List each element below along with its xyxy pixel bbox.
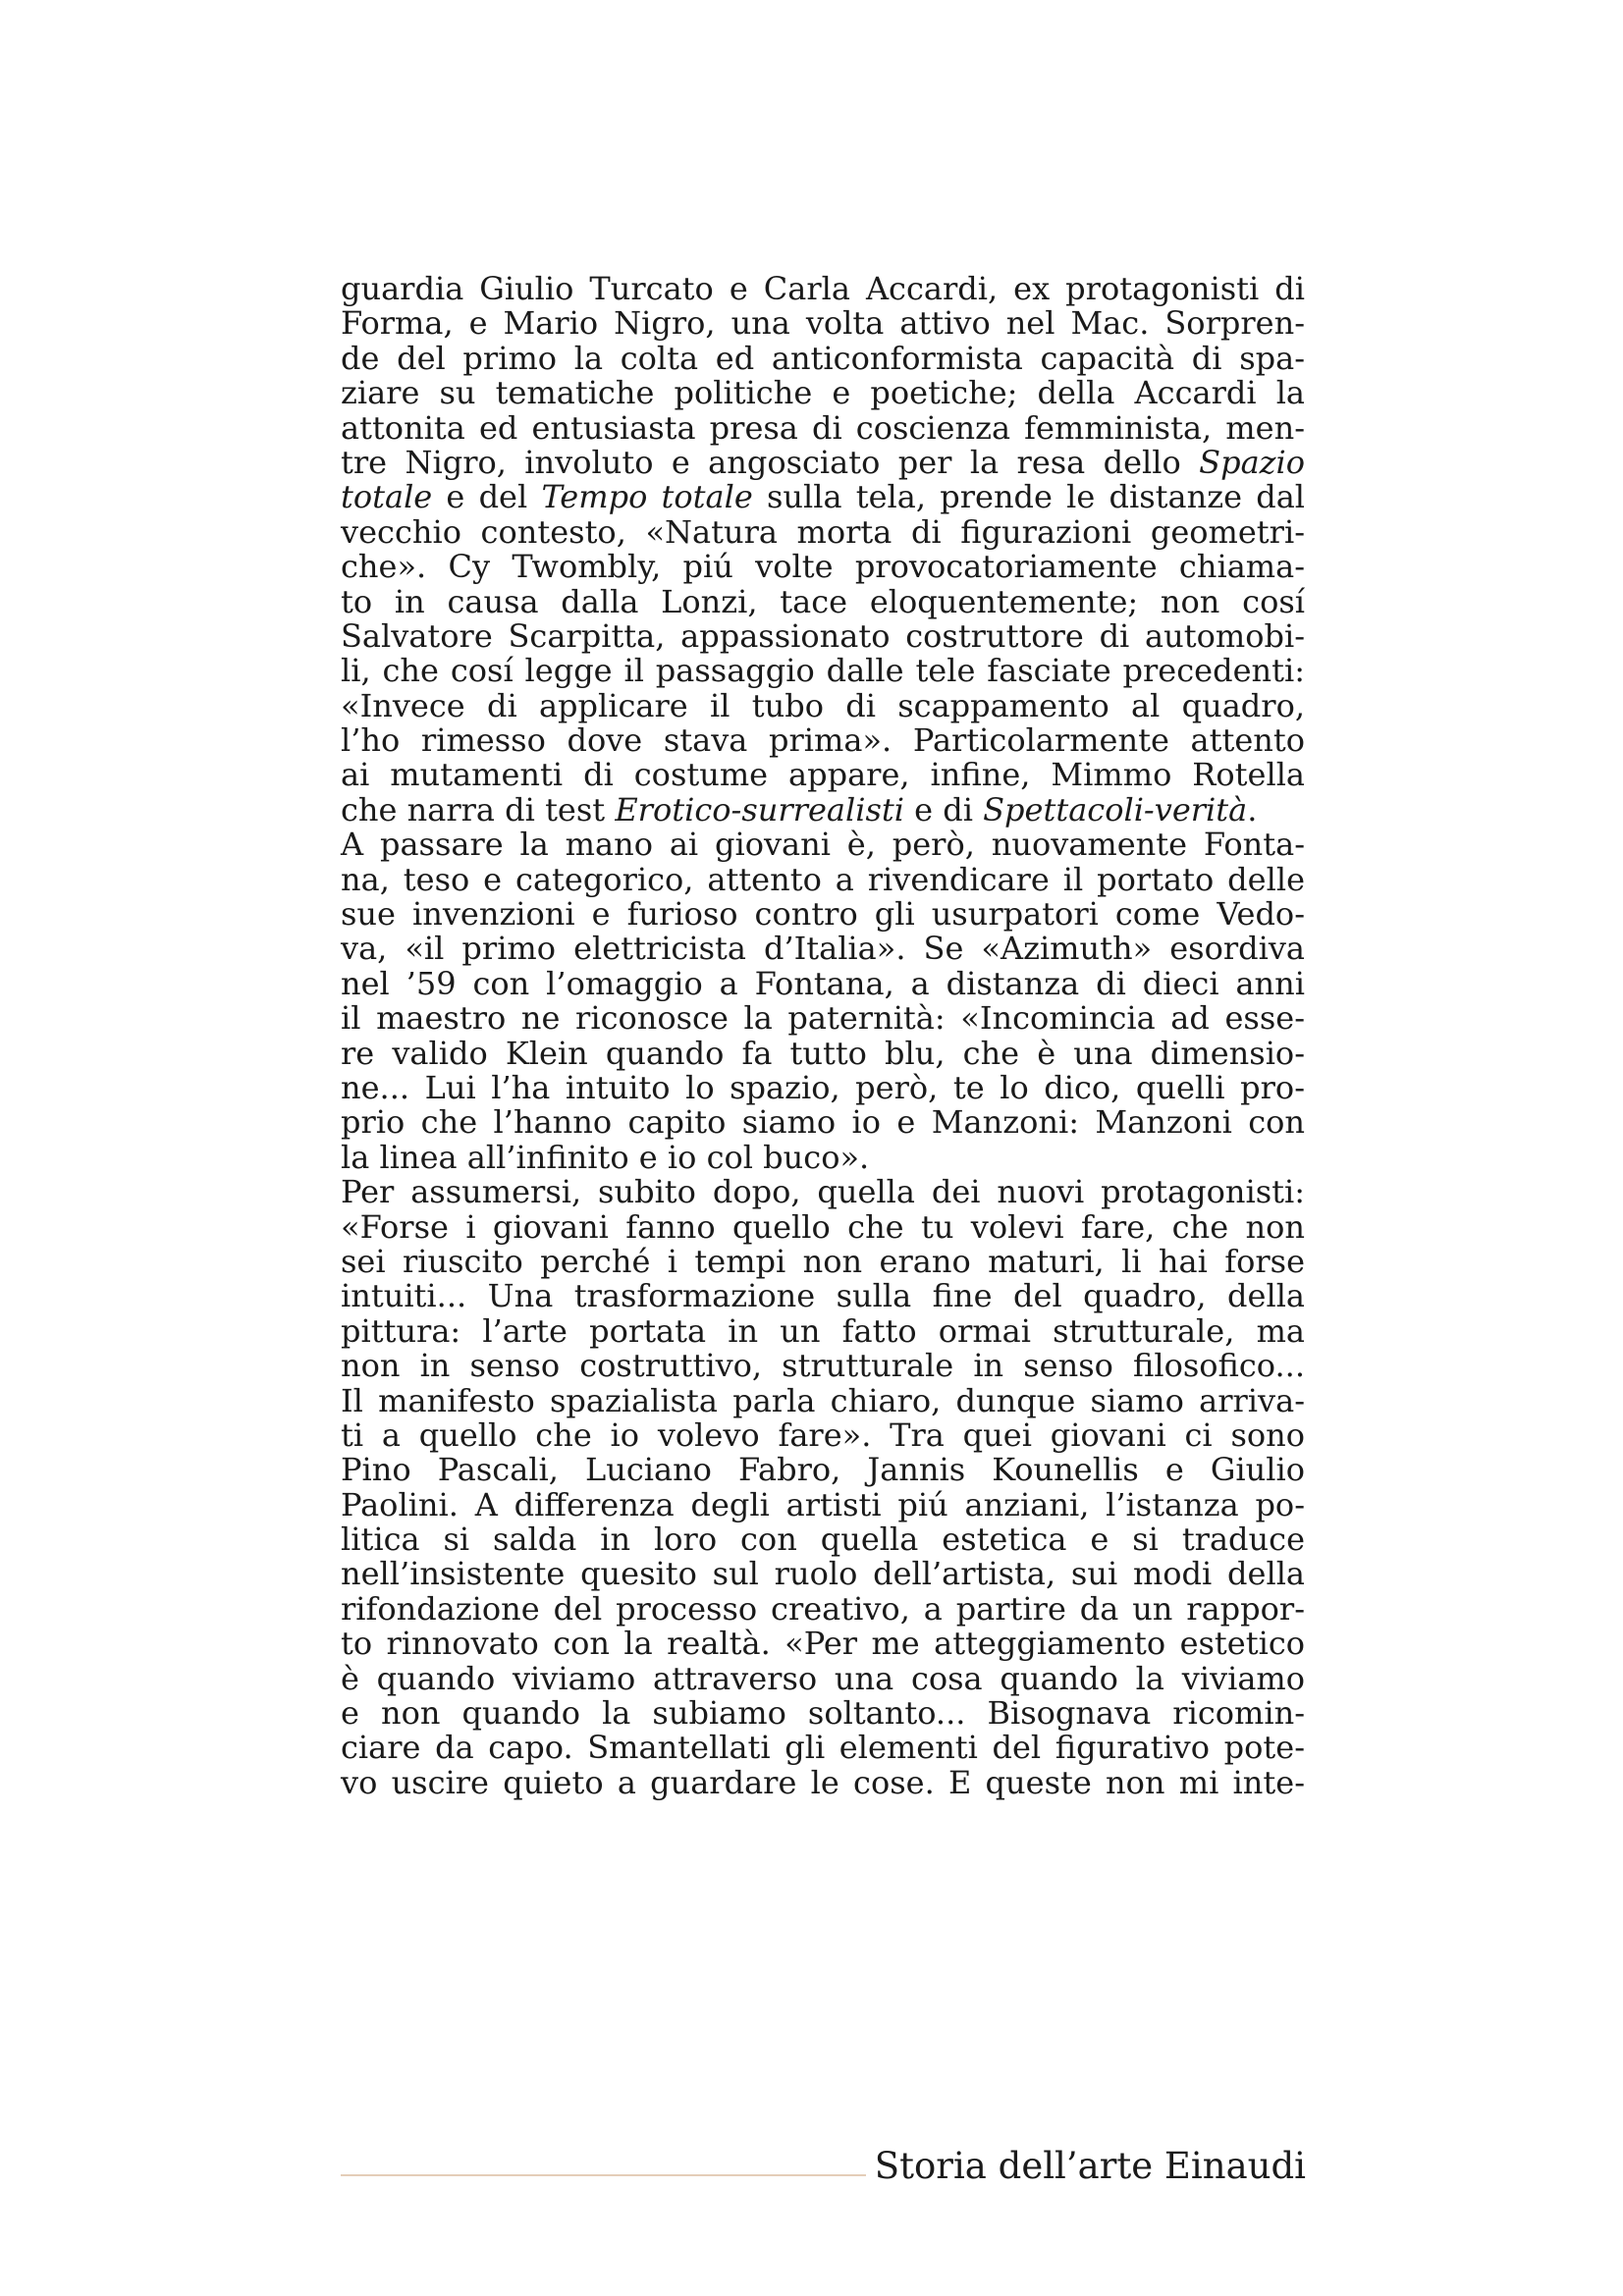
text-line xyxy=(341,1175,1305,1209)
text-line xyxy=(341,339,1305,377)
italic-text: Tempo totale xyxy=(541,478,753,516)
text-segment: il maestro ne riconosce la paternità: «Incomincia ad esse- xyxy=(341,999,1305,1038)
text-line xyxy=(341,1589,1305,1628)
text-line xyxy=(341,1763,1305,1801)
text-segment: Paolini. A differenza degli artisti piú anziani, l’istanza po- xyxy=(341,1485,1305,1523)
text-line xyxy=(341,828,1305,862)
text-line xyxy=(341,1415,1305,1454)
footer-title: Storia dell’arte Einaudi xyxy=(874,2145,1306,2187)
text-segment: sue invenzioni e furioso contro gli usurpatori come Vedo- xyxy=(341,895,1305,934)
text-segment: sulla tela, prende le distanze dal xyxy=(752,478,1306,516)
text-segment: pittura: l’arte portata in un fatto ormai strutturale, ma xyxy=(341,1311,1305,1350)
text-line xyxy=(341,1696,1305,1731)
text-line xyxy=(341,723,1305,758)
text-line xyxy=(341,897,1305,932)
text-segment: e non quando la subiamo soltanto... Bisognava ricomin- xyxy=(341,1694,1305,1733)
text-line xyxy=(341,1207,1305,1246)
text-segment: ti a quello che io volevo fare». Tra quei giovani ci sono xyxy=(341,1415,1305,1454)
text-segment: . xyxy=(1247,790,1258,828)
text-segment: nell’insistente quesito sul ruolo dell’artista, sui modi della xyxy=(341,1555,1305,1593)
text-line xyxy=(341,654,1305,688)
text-line xyxy=(341,1453,1305,1487)
text-line xyxy=(341,964,1305,1002)
text-segment: rifondazione del processo creativo, a partire da un rappor- xyxy=(341,1589,1305,1628)
text-line xyxy=(341,1138,1305,1176)
text-segment: ne... Lui l’ha intuito lo spazio, però, te lo dico, quelli pro- xyxy=(341,1068,1305,1106)
text-segment: re valido Klein quando fa tutto blu, che è una dimensio- xyxy=(341,1034,1305,1072)
text-segment: Il manifesto spazialista parla chiaro, dunque siamo arriva- xyxy=(341,1381,1305,1419)
text-segment: ziare su tematiche politiche e poetiche; della Accardi la xyxy=(341,374,1305,412)
text-line xyxy=(341,932,1305,966)
italic-text: Spettacoli-verità xyxy=(983,790,1248,828)
text-segment: to in causa dalla Lonzi, tace eloquentemente; non cosí xyxy=(341,582,1305,620)
text-line xyxy=(341,1105,1305,1140)
text-line xyxy=(341,1242,1305,1280)
text-line xyxy=(341,582,1305,620)
text-segment: ai mutamenti di costume appare, infine, Mimmo Rotella xyxy=(341,756,1305,794)
text-line xyxy=(341,1311,1305,1350)
italic-text: Erotico-surrealisti xyxy=(615,790,904,828)
text-segment: attonita ed entusiasta presa di coscienza femminista, men- xyxy=(341,408,1305,447)
text-segment: litica si salda in loro con quella estetica e si traduce xyxy=(341,1521,1305,1559)
text-line xyxy=(341,1068,1305,1106)
text-segment: la linea all’infinito e io col buco». xyxy=(341,1138,870,1176)
text-line xyxy=(341,1557,1305,1591)
text-line xyxy=(341,1522,1305,1557)
text-segment: che». Cy Twombly, piú volte provocatoriamente chiama- xyxy=(341,548,1305,586)
text-segment: to rinnovato con la realtà. «Per me atteggiamento estetico xyxy=(341,1625,1305,1663)
text-line xyxy=(341,512,1305,551)
text-segment: Salvatore Scarpitta, appassionato costruttore di automobi- xyxy=(341,616,1305,655)
text-segment: Forma, e Mario Nigro, una volta attivo nel Mac. Sorpren- xyxy=(341,304,1305,343)
text-line xyxy=(341,306,1305,341)
text-segment: de del primo la colta ed anticonformista capacità di spa- xyxy=(341,339,1305,377)
text-segment: Per assumersi, subito dopo, quella dei nuovi protagonisti: xyxy=(341,1173,1305,1211)
text-line xyxy=(341,1381,1305,1419)
text-segment: va, «il primo elettricista d’Italia». Se «Azimuth» esordiva xyxy=(341,930,1305,968)
text-segment: non in senso costruttivo, strutturale in senso filosofico... xyxy=(341,1347,1305,1385)
text-line xyxy=(341,1349,1305,1383)
text-segment: «Forse i giovani fanno quello che tu volevi fare, che non xyxy=(341,1207,1305,1246)
text-segment: ciare da capo. Smantellati gli elementi del figurativo pote- xyxy=(341,1729,1305,1767)
text-line xyxy=(341,1001,1305,1036)
text-segment: «Invece di applicare il tubo di scappamento al quadro, xyxy=(341,686,1305,724)
text-line xyxy=(341,1279,1305,1313)
text-segment: e di xyxy=(903,790,984,828)
text-line xyxy=(341,1659,1305,1697)
text-line xyxy=(341,758,1305,792)
italic-text: Spazio xyxy=(1199,443,1305,481)
text-segment: li, che cosí legge il passaggio dalle tele fasciate precedenti: xyxy=(341,652,1305,690)
text-line xyxy=(341,1731,1305,1765)
text-segment: vo uscire quieto a guardare le cose. E queste non mi inte- xyxy=(341,1763,1305,1801)
text-line xyxy=(341,1627,1305,1661)
text-segment: vecchio contesto, «Natura morta di figurazioni geometri- xyxy=(341,512,1305,551)
text-line xyxy=(341,376,1305,410)
text-line xyxy=(341,1485,1305,1523)
text-segment: è quando viviamo attraverso una cosa quando la viviamo xyxy=(341,1659,1305,1697)
text-segment: e del xyxy=(432,478,542,516)
text-line xyxy=(341,616,1305,655)
text-line xyxy=(341,408,1305,447)
text-segment: na, teso e categorico, attento a rivendicare il portato delle xyxy=(341,860,1305,898)
text-segment: Pino Pascali, Luciano Fabro, Jannis Kounellis e Giulio xyxy=(341,1451,1305,1489)
text-line xyxy=(341,686,1305,724)
text-line xyxy=(341,443,1305,481)
text-segment: nel ’59 con l’omaggio a Fontana, a distanza di dieci anni xyxy=(341,964,1305,1002)
text-segment: sei riuscito perché i tempi non erano maturi, li hai forse xyxy=(341,1242,1305,1280)
text-line xyxy=(341,1034,1305,1072)
footer-rule xyxy=(341,2174,866,2176)
text-segment: prio che l’hanno capito siamo io e Manzoni: Manzoni con xyxy=(341,1103,1305,1142)
text-segment: che narra di test xyxy=(341,790,616,828)
text-line xyxy=(341,860,1305,898)
text-segment: intuiti... Una trasformazione sulla fine del quadro, della xyxy=(341,1277,1305,1315)
text-line xyxy=(341,480,1305,514)
text-line xyxy=(341,790,1305,828)
text-segment: tre Nigro, involuto e angosciato per la resa dello xyxy=(341,443,1200,481)
text-line xyxy=(341,550,1305,584)
text-segment: A passare la mano ai giovani è, però, nuovamente Fonta- xyxy=(341,826,1305,864)
text-line xyxy=(341,272,1305,306)
text-segment: guardia Giulio Turcato e Carla Accardi, ex protagonisti di xyxy=(341,270,1305,307)
text-segment: l’ho rimesso dove stava prima». Particolarmente attento xyxy=(341,721,1305,760)
italic-text: totale xyxy=(341,478,433,516)
body-text xyxy=(341,272,1305,1800)
